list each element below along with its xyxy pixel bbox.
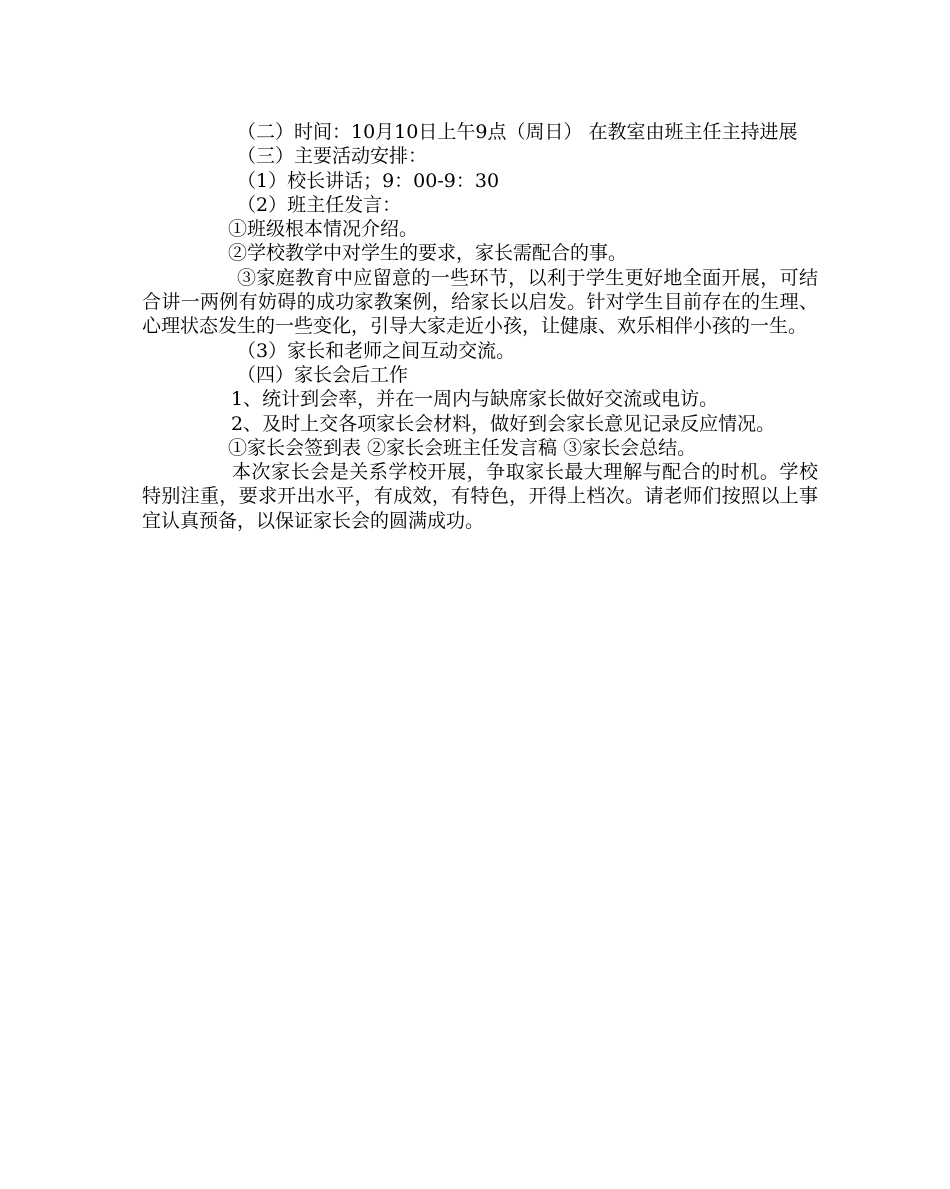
speech-point-3: ③家庭教育中应留意的一些环节，以利于学生更好地全面开展，可结合讲一两例有妨碍的成功家教案例，给家长以启发。针对学生目前存在的生理、心理状态发生的一些变化，引导大家走近小孩，让健康、欢乐相伴小孩的一生。 [142, 266, 818, 338]
teacher-speech-item: （2）班主任发言： [237, 193, 402, 216]
principal-speech-item: （1）校长讲话；9：00-9：30 [237, 169, 500, 192]
after-meeting-item-2: 2、及时上交各项家长会材料，做好到会家长意见记录反应情况。 [231, 412, 776, 435]
schedule-heading: （三）主要活动安排： [237, 145, 428, 168]
speech-point-2: ②学校教学中对学生的要求，家长需配合的事。 [228, 242, 628, 265]
speech-point-1: ①班级根本情况介绍。 [228, 218, 419, 241]
summary-paragraph: 本次家长会是关系学校开展，争取家长最大理解与配合的时机。学校特别注重，要求开出水平，有成效，有特色，开得上档次。请老师们按照以上事宜认真预备，以保证家长会的圆满成功。 [142, 461, 818, 532]
after-meeting-item-1: 1、统计到会率，并在一周内与缺席家长做好交流或电访。 [231, 388, 719, 411]
interaction-item: （3）家长和老师之间互动交流。 [237, 339, 516, 362]
time-paragraph: （二）时间：10月10日上午9点（周日） 在教室由班主任主持进展 [237, 121, 798, 143]
materials-list: ①家长会签到表 ②家长会班主任发言稿 ③家长会总结。 [228, 436, 697, 459]
after-meeting-heading: （四）家长会后工作 [237, 363, 409, 386]
document-body [142, 120, 818, 533]
